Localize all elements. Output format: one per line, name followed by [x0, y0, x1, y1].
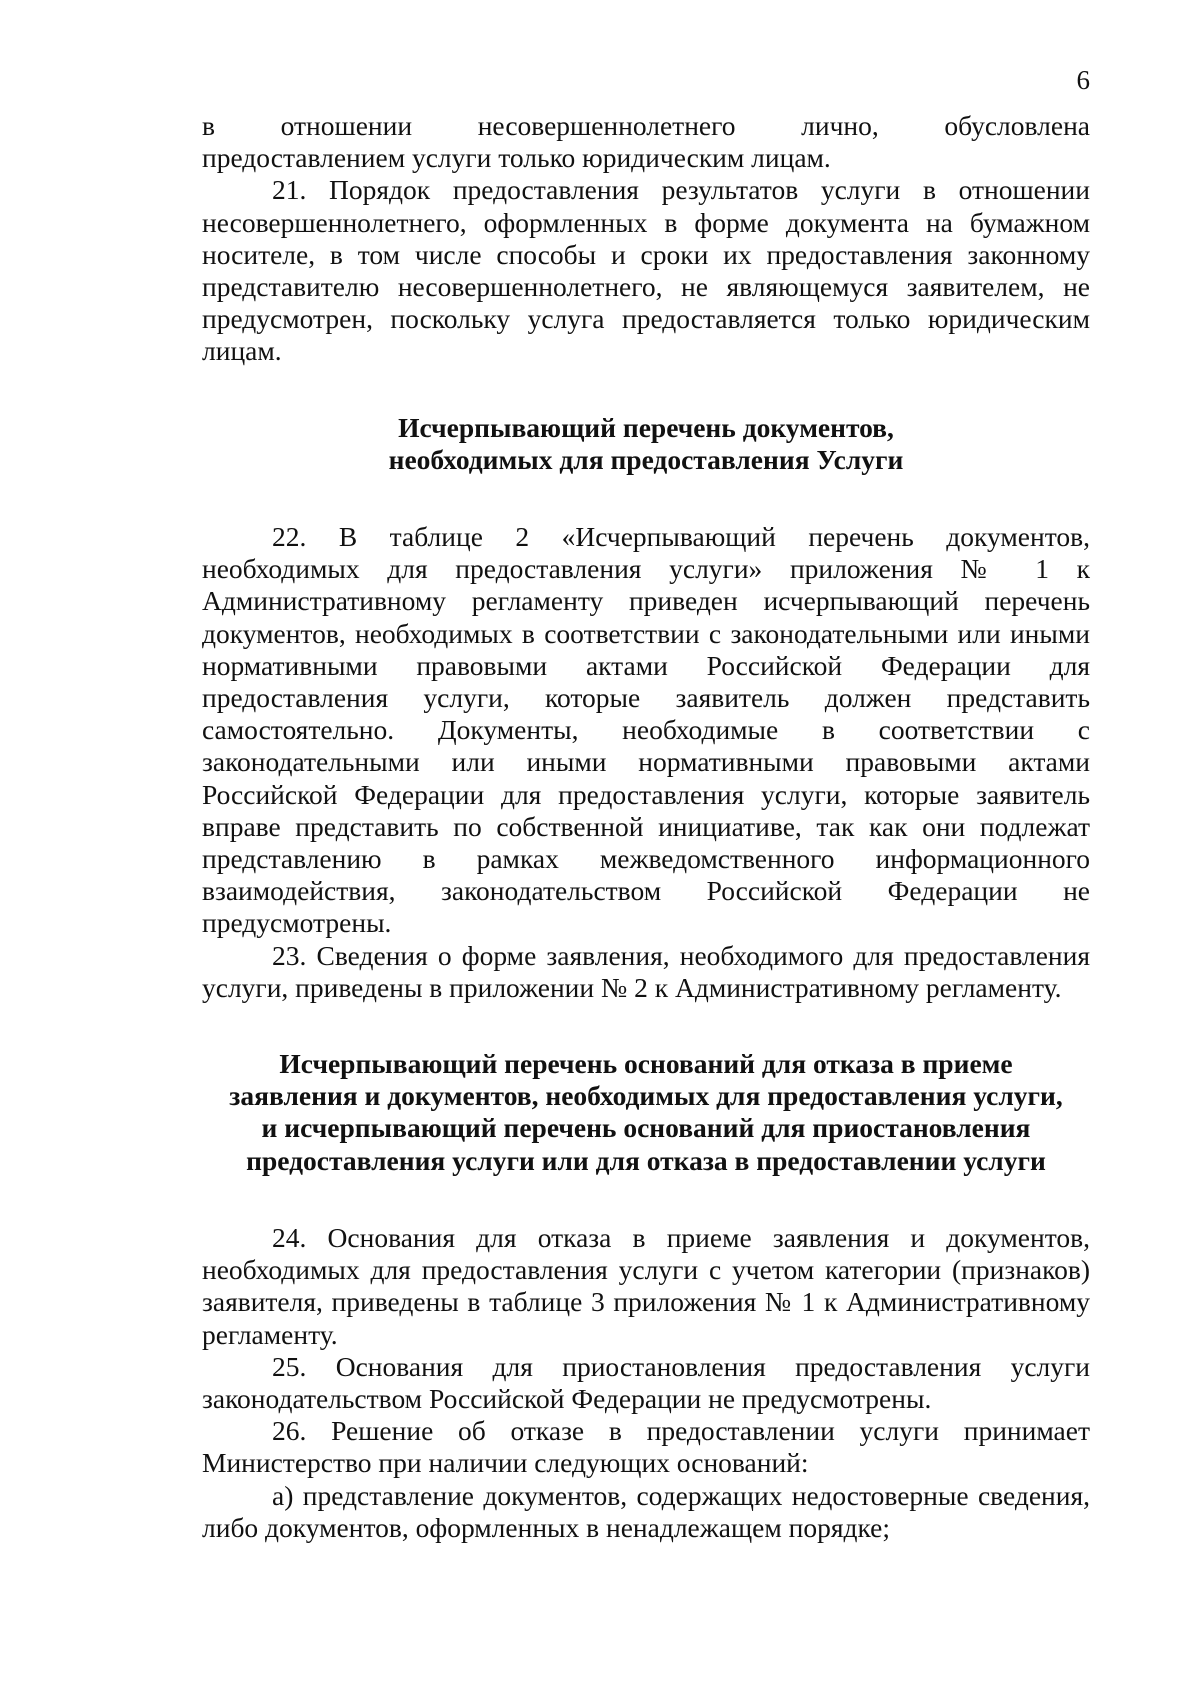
paragraph-26a: а) представление документов, содержащих недостоверные сведения, либо документов, оформленных в ненадлежащем порядке;	[202, 1479, 1090, 1543]
paragraph-continuation-line1: в отношении несовершеннолетнего лично, обусловлена	[202, 110, 1090, 141]
heading-line: и исчерпывающий перечень оснований для приостановления	[261, 1112, 1031, 1144]
document-body	[202, 110, 1090, 1544]
paragraph-continuation-line2: предоставлением услуги только юридическим лицам.	[202, 142, 831, 174]
spacer	[202, 476, 1090, 521]
paragraph-22: 22. В таблице 2 «Исчерпывающий перечень документов, необходимых для предоставления услуги» приложения № 1 к Административному регламенту приведен исчерпывающий перечень документов, необходимых в соответствии с законодательными или иными нормативными правовыми актами Российской Федерации для предоставления услуги, которые заявитель должен представить самостоятельно. Документы, необходимые в соответствии с законодательными или иными нормативными правовыми актами Российской Федерации для предоставления услуги, которые заявитель вправе представить по собственной инициативе, так как они подлежат представлению в рамках межведомственного информационного взаимодействия, законодательством Российской Федерации не предусмотрены.	[202, 521, 1090, 939]
spacer	[202, 368, 1090, 412]
paragraph-23: 23. Сведения о форме заявления, необходимого для предоставления услуги, приведены в приложении № 2 к Административному регламенту.	[202, 939, 1090, 1003]
paragraph-24: 24. Основания для отказа в приеме заявления и документов, необходимых для предоставления услуги с учетом категории (признаков) заявителя, приведены в таблице 3 приложения № 1 к Административному регламенту.	[202, 1221, 1090, 1350]
spacer	[202, 1004, 1090, 1048]
spacer	[202, 1177, 1090, 1222]
heading-line: необходимых для предоставления Услуги	[388, 443, 904, 475]
paragraph-25: 25. Основания для приостановления предоставления услуги законодательством Российской Федерации не предусмотрены.	[202, 1350, 1090, 1414]
heading-line: Исчерпывающий перечень оснований для отказа в приеме	[279, 1048, 1013, 1080]
paragraph-26: 26. Решение об отказе в предоставлении услуги принимает Министерство при наличии следующих оснований:	[202, 1415, 1090, 1479]
section-heading-documents	[202, 412, 1090, 476]
heading-line: Исчерпывающий перечень документов,	[398, 411, 894, 443]
heading-line: заявления и документов, необходимых для предоставления услуги,	[229, 1080, 1063, 1112]
heading-line: предоставления услуги или для отказа в предоставлении услуги	[246, 1144, 1046, 1176]
section-heading-refusal-grounds	[202, 1048, 1090, 1177]
page-number: 6	[1076, 65, 1090, 95]
paragraph-21: 21. Порядок предоставления результатов услуги в отношении несовершеннолетнего, оформленных в форме документа на бумажном носителе, в том числе способы и сроки их предоставления законному представителю несовершеннолетнего, не являющемуся заявителем, не предусмотрен, поскольку услуга предоставляется только юридическим лицам.	[202, 174, 1090, 367]
